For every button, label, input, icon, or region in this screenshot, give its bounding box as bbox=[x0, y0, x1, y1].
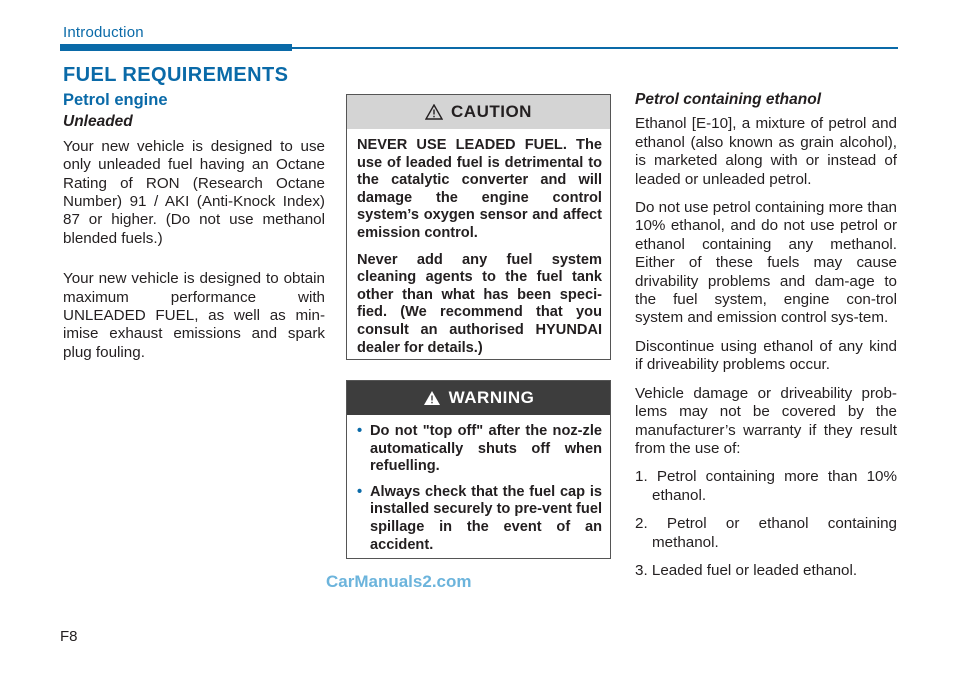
caution-body bbox=[347, 129, 610, 357]
warning-triangle-icon bbox=[425, 104, 443, 120]
heading-unleaded: Unleaded bbox=[63, 113, 133, 131]
right-column bbox=[635, 91, 897, 590]
caution-box bbox=[346, 94, 611, 360]
warning-bullet: • Always check that the fuel cap is installed securely to pre-vent fuel spillage in the event of an accident. bbox=[357, 483, 602, 553]
heading-petrol-ethanol: Petrol containing ethanol bbox=[635, 91, 822, 108]
left-column bbox=[63, 91, 325, 372]
caution-paragraph: NEVER USE LEADED FUEL. The use of leaded fuel is detrimental to the catalytic converter and will damage the engine control system’s oxygen sensor and affect emission control. bbox=[357, 137, 602, 241]
warning-header bbox=[347, 381, 610, 415]
paragraph: Discontinue using ethanol of any kind if driveability problems occur. bbox=[635, 337, 897, 374]
paragraph: Ethanol [E-10], a mixture of petrol and ethanol (also known as grain alcohol), is marketed along with or instead of leaded or unleaded petrol. bbox=[635, 115, 897, 188]
section-label: Introduction bbox=[63, 24, 144, 41]
watermark: CarManuals2.com bbox=[326, 572, 472, 591]
paragraph: Vehicle damage or driveability prob-lems may not be covered by the manufacturer’s warranty if they result from the use of: bbox=[635, 384, 897, 457]
list-item: 2. Petrol or ethanol containing methanol. bbox=[635, 515, 897, 551]
header-rule bbox=[292, 47, 898, 49]
caution-label: CAUTION bbox=[451, 102, 532, 121]
caution-header bbox=[347, 95, 610, 129]
list-item: 3. Leaded fuel or leaded ethanol. bbox=[635, 561, 858, 579]
warning-body bbox=[347, 415, 610, 554]
warning-triangle-icon bbox=[423, 390, 441, 406]
caution-paragraph: Never add any fuel system cleaning agents to the fuel tank other than what has been speci-fied. (We recommend that you consult an authorised HYUNDAI dealer for details.) bbox=[357, 251, 602, 356]
paragraph: Your new vehicle is designed to use only unleaded fuel having an Octane Rating of RON (Research Octane Number) 91 / AKI (Anti-Knock Index) 87 or higher. (Do not use methanol blended fuels.) bbox=[63, 137, 325, 247]
page-title: FUEL REQUIREMENTS bbox=[63, 64, 289, 86]
bullet-icon: • bbox=[357, 423, 363, 439]
list-item: 1. Petrol containing more than 10% ethanol. bbox=[635, 468, 897, 504]
paragraph: Do not use petrol containing more than 10% ethanol, and do not use petrol or ethanol containing any methanol. Either of these fuels may cause drivability problems and dam-age to the fuel system, engine con-trol system and emission control sys-tem. bbox=[635, 199, 897, 327]
header-accent-bar bbox=[60, 44, 292, 51]
paragraph: Your new vehicle is designed to obtain maximum performance with UNLEADED FUEL, as well as min-imise exhaust emissions and spark plug fouling. bbox=[63, 270, 325, 361]
warning-box bbox=[346, 380, 611, 559]
warning-label: WARNING bbox=[448, 388, 535, 407]
page-number: F8 bbox=[60, 628, 78, 645]
warning-bullet: • Do not "top off" after the noz-zle automatically shuts off when refuelling. bbox=[357, 423, 602, 475]
bullet-icon: • bbox=[357, 483, 363, 500]
subheading-petrol-engine: Petrol engine bbox=[63, 91, 168, 109]
